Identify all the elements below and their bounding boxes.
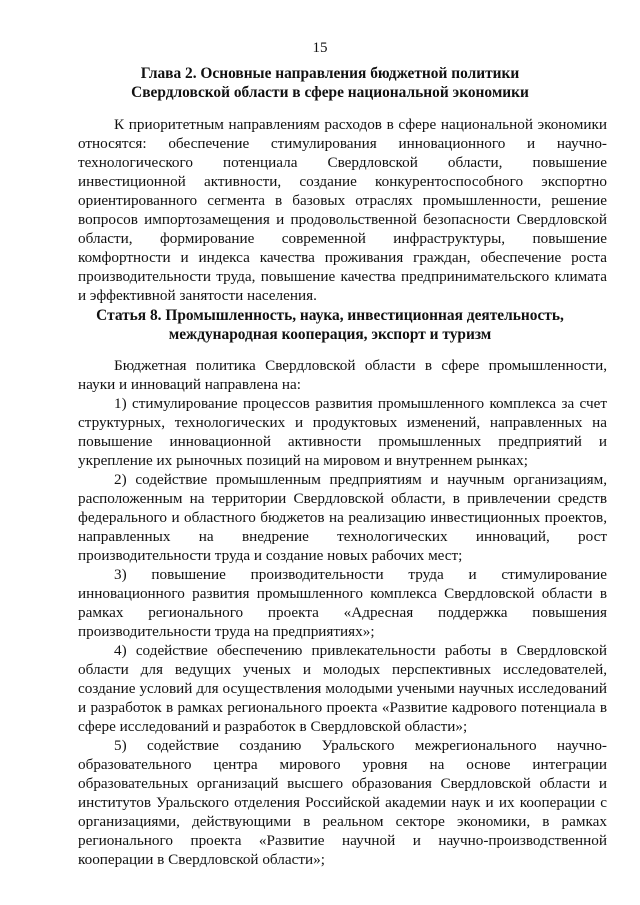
list-item-2: 2) содействие промышленным предприятиям и научным организациям, расположенным на территории Свердловской области, в привлечении средств федерального и областного бюджетов на реализацию инвестиционных проектов, направленных на внедрение технологических инноваций, рост производительности труда и создание новых рабочих мест;	[78, 471, 607, 564]
chapter-heading-line1: Глава 2. Основные направления бюджетной политики	[140, 65, 520, 82]
article-heading-line2: международная кооперация, экспорт и туризм	[168, 326, 492, 343]
article-heading-line1: Статья 8. Промышленность, наука, инвестиционная деятельность,	[96, 307, 564, 324]
chapter-heading	[60, 64, 600, 102]
article-body	[78, 356, 607, 869]
list-item-5: 5) содействие созданию Уральского межрегионального научно-образовательного центра мирового уровня на основе интеграции образовательных организаций высшего образования Свердловской области и институтов Уральского отделения Российской академии наук и их кооперации с организациями, действующими в реальном секторе экономики, в рамках регионального проекта «Развитие научной и научно-производственной кооперации в Свердловской области»;	[78, 737, 607, 868]
intro-section	[78, 115, 607, 305]
chapter-heading-line2: Свердловской области в сфере национальной экономики	[131, 84, 529, 101]
list-item-4: 4) содействие обеспечению привлекательности работы в Свердловской области для ведущих ученых и молодых перспективных исследователей, создание условий для осуществления молодыми учеными научных исследований и разработок в рамках регионального проекта «Развитие кадрового потенциала в сфере исследований и разработок в Свердловской области»;	[78, 642, 607, 735]
article-intro: Бюджетная политика Свердловской области в сфере промышленности, науки и инноваций направлена на:	[78, 357, 607, 393]
list-item-3: 3) повышение производительности труда и стимулирование инновационного развития промышленного комплекса Свердловской области в рамках регионального проекта «Адресная поддержка повышения производительности труда на предприятиях»;	[78, 566, 607, 640]
list-item-1: 1) стимулирование процессов развития промышленного комплекса за счет структурных, технологических и продуктовых изменений, направленных на повышение инновационной активности промышленных предприятий и укрепление их рыночных позиций на мировом и внутреннем рынках;	[78, 395, 607, 469]
page-number: 15	[312, 40, 328, 56]
article-heading	[60, 306, 600, 344]
intro-paragraph: К приоритетным направлениям расходов в сфере национальной экономики относятся: обеспечение стимулирования инновационного и научно-технологического потенциала Свердловской области, повышение инвестиционной активности, создание конкурентоспособного экспортно ориентированного сегмента в базовых отраслях промышленности, решение вопросов импортозамещения и продовольственной безопасности Свердловской области, формирование современной инфраструктуры, повышение комфортности и индекса качества проживания граждан, обеспечение роста производительности труда, повышение качества предпринимательского климата и эффективной занятости населения.	[78, 116, 607, 304]
